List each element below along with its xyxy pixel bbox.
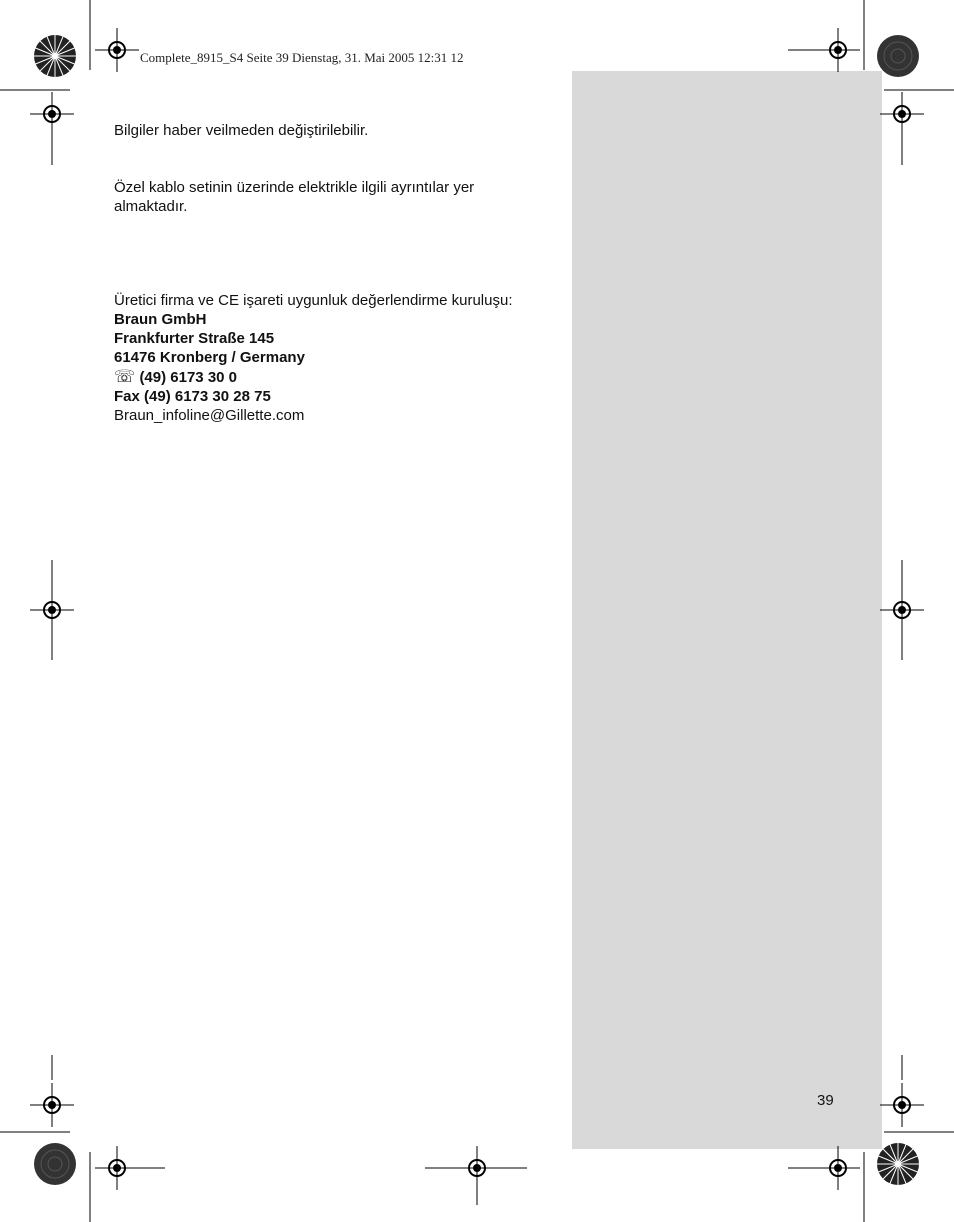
info-change-notice: Bilgiler haber veilmeden değiştirilebilir.: [114, 122, 369, 139]
fax-number: (49) 6173 30 28 75: [144, 388, 271, 405]
email-address: Braun_infoline@Gillette.com: [114, 407, 305, 424]
phone-icon: ☏: [114, 367, 136, 386]
cable-notice: Özel kablo setinin üzerinde elektrikle ilgili ayrıntılar yer almaktadır.: [114, 179, 475, 215]
page-number: 39: [817, 1092, 834, 1109]
manufacturer-intro: Üretici firma ve CE işareti uygunluk değerlendirme kuruluşu:: [114, 292, 513, 309]
print-slug: Complete_8915_S4 Seite 39 Dienstag, 31. Mai 2005 12:31 12: [140, 50, 464, 65]
company-name: Braun GmbH: [114, 311, 207, 328]
fax-label: Fax: [114, 388, 140, 405]
phone-number: (49) 6173 30 0: [139, 369, 238, 386]
city-address: 61476 Kronberg / Germany: [114, 349, 305, 366]
street-address: Frankfurter Straße 145: [114, 330, 275, 347]
